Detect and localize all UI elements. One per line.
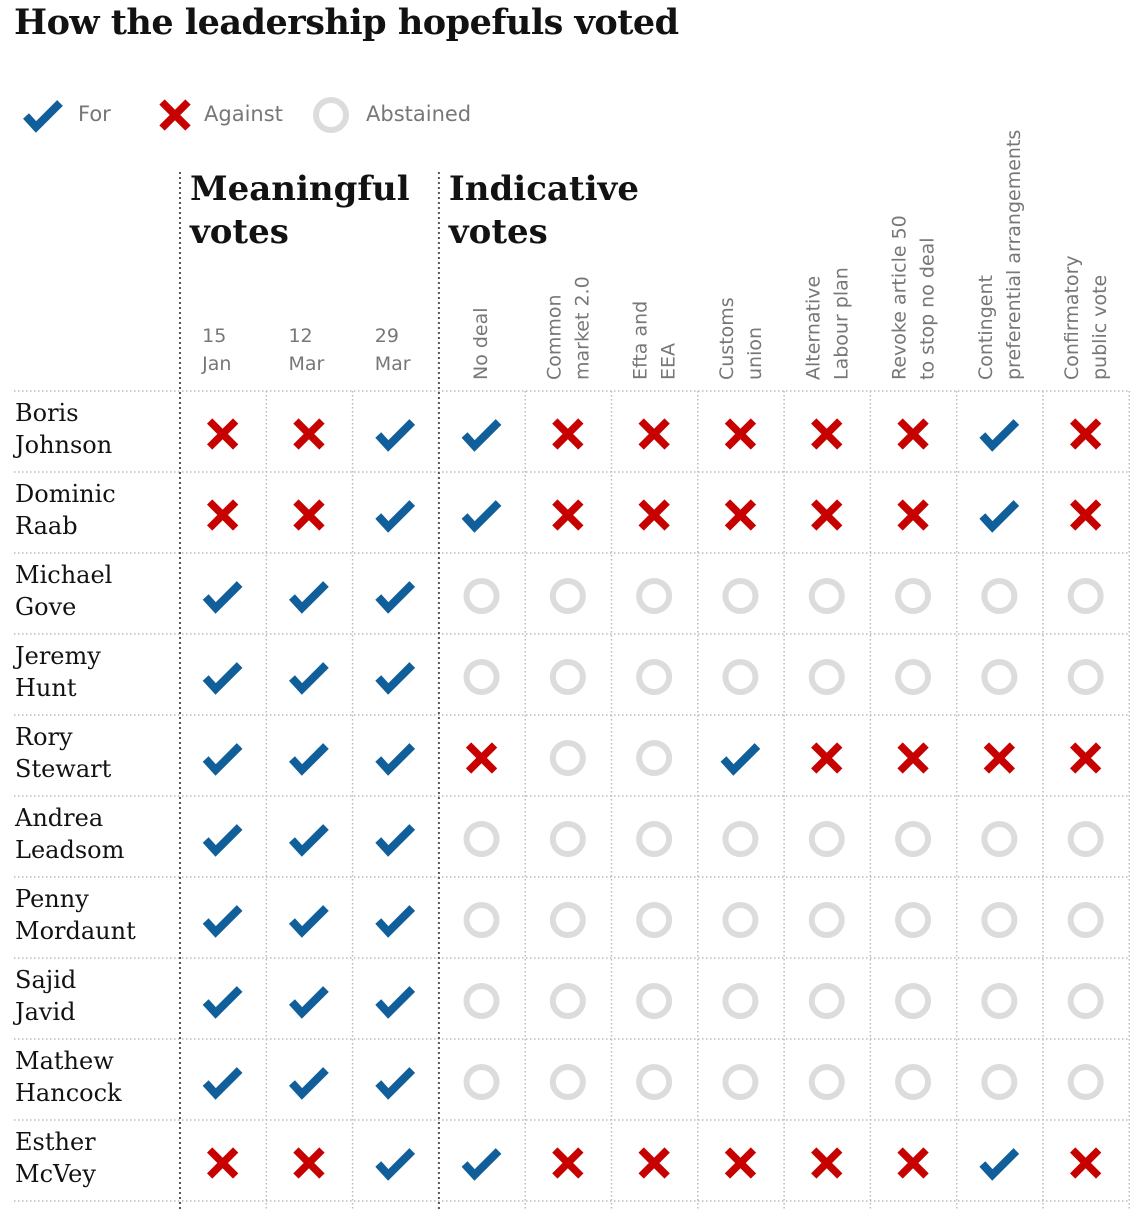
- against-cross-icon: [814, 502, 840, 528]
- column-label-line: EEA: [657, 342, 680, 380]
- table-row: [12, 966, 1101, 1026]
- column-label-line: to stop no deal: [916, 237, 939, 380]
- abstained-ring-icon: [639, 581, 669, 611]
- abstained-ring-icon: [725, 824, 755, 854]
- svg-text:AlternativeLabour plan: [802, 267, 852, 380]
- column-label: [543, 276, 593, 380]
- against-cross-icon: [1073, 1150, 1099, 1176]
- column-label: [630, 301, 680, 380]
- against-cross-icon: [1073, 502, 1099, 528]
- abstained-ring-icon: [725, 986, 755, 1016]
- row-name-line: Hancock: [15, 1079, 122, 1107]
- for-check-icon: [206, 827, 240, 851]
- row-name: [15, 1047, 122, 1107]
- column-label-line: Mar: [288, 353, 325, 375]
- for-check-icon: [982, 1151, 1016, 1175]
- row-name-line: Michael: [15, 561, 113, 589]
- abstained-ring-icon: [725, 662, 755, 692]
- against-cross-icon: [555, 1150, 581, 1176]
- column-label-line: public vote: [1089, 274, 1112, 380]
- abstained-ring-icon: [725, 581, 755, 611]
- group-heading-line: Meaningful: [190, 169, 410, 209]
- abstained-ring-icon: [1071, 824, 1101, 854]
- abstained-ring-icon: [812, 905, 842, 935]
- against-cross-icon: [814, 421, 840, 447]
- column-label-line: Confirmatory: [1061, 255, 1084, 380]
- column-label: [201, 325, 231, 375]
- against-cross-icon: [641, 502, 667, 528]
- column-label: [470, 307, 492, 380]
- column-label-line: market 2.0: [571, 276, 594, 380]
- table-row: [15, 1047, 1101, 1107]
- abstained-ring-icon: [553, 824, 583, 854]
- for-check-icon: [292, 665, 326, 689]
- against-cross-icon: [900, 745, 926, 771]
- against-cross-icon: [210, 421, 236, 447]
- for-check-icon: [206, 1070, 240, 1094]
- row-name-line: Penny: [15, 885, 89, 913]
- against-cross-icon: [296, 421, 322, 447]
- row-name-line: Sajid: [15, 966, 77, 994]
- for-check-icon: [723, 746, 757, 770]
- abstained-ring-icon: [1071, 581, 1101, 611]
- against-cross-icon: [727, 421, 753, 447]
- table-row: [15, 723, 1099, 783]
- for-check-icon: [982, 503, 1016, 527]
- abstained-ring-icon: [553, 581, 583, 611]
- svg-text:Customsunion: [716, 297, 766, 380]
- against-cross-icon: [555, 421, 581, 447]
- against-cross-icon: [900, 1150, 926, 1176]
- row-name-line: Mathew: [15, 1047, 114, 1075]
- abstained-ring-icon: [984, 905, 1014, 935]
- against-cross-icon: [900, 502, 926, 528]
- legend-label-against: Against: [204, 102, 283, 126]
- svg-text:Confirmatorypublic vote: [1061, 255, 1111, 380]
- row-name-line: Gove: [15, 593, 77, 621]
- row-name-line: Esther: [15, 1128, 96, 1156]
- row-name-line: McVey: [15, 1160, 96, 1188]
- column-label: [975, 130, 1025, 380]
- for-check-icon: [292, 908, 326, 932]
- for-check-icon: [206, 584, 240, 608]
- svg-text:Contingentpreferential arrange: [975, 130, 1025, 380]
- table-row: [15, 1128, 1099, 1188]
- table-row: [12, 399, 1099, 459]
- row-name: [14, 804, 125, 864]
- column-label-line: union: [743, 326, 766, 380]
- against-cross-icon: [469, 745, 495, 771]
- abstained-ring-icon: [898, 1067, 928, 1097]
- abstained-ring-icon: [725, 1067, 755, 1097]
- against-cross-icon: [727, 1150, 753, 1176]
- abstained-ring-icon: [1071, 662, 1101, 692]
- group-heading-line: Indicative: [448, 169, 639, 209]
- against-cross-icon: [1073, 745, 1099, 771]
- for-check-icon: [292, 746, 326, 770]
- column-label-line: Labour plan: [830, 267, 853, 380]
- abstained-ring-icon: [639, 986, 669, 1016]
- against-cross-icon: [555, 502, 581, 528]
- row-name-line: Jeremy: [15, 642, 101, 670]
- abstained-ring-icon: [639, 905, 669, 935]
- group-heading: [448, 169, 639, 252]
- row-name: [15, 885, 136, 945]
- against-cross-icon: [641, 421, 667, 447]
- abstained-ring-icon: [467, 581, 497, 611]
- abstained-ring-icon: [467, 824, 497, 854]
- table-row: [15, 480, 1099, 540]
- column-label: [802, 267, 852, 380]
- for-check-icon: [378, 665, 412, 689]
- column-label-line: Revoke article 50: [888, 215, 911, 380]
- for-check-icon: [378, 746, 412, 770]
- abstained-ring-icon: [639, 662, 669, 692]
- abstained-ring-icon: [984, 581, 1014, 611]
- against-cross-icon: [210, 502, 236, 528]
- column-label-line: Customs: [715, 297, 738, 380]
- svg-text:No deal: [470, 307, 492, 380]
- abstained-ring-icon: [812, 662, 842, 692]
- for-check-icon: [292, 584, 326, 608]
- for-check-icon: [378, 422, 412, 446]
- row-name-line: Mordaunt: [15, 917, 136, 945]
- for-check-icon: [378, 827, 412, 851]
- row-name: [15, 1128, 96, 1188]
- row-name-line: Johnson: [15, 431, 113, 459]
- abstained-ring-icon: [984, 662, 1014, 692]
- column-label-line: Alternative: [802, 275, 825, 380]
- abstained-ring-icon: [553, 986, 583, 1016]
- table-row: [12, 642, 1101, 702]
- for-check-icon: [378, 908, 412, 932]
- for-check-icon: [292, 1070, 326, 1094]
- group-heading-line: votes: [448, 212, 548, 252]
- abstained-ring-icon: [812, 581, 842, 611]
- abstained-ring-icon: [467, 986, 497, 1016]
- abstained-ring-icon: [984, 986, 1014, 1016]
- row-name-line: Andrea: [15, 804, 104, 832]
- column-label-line: 29: [374, 325, 399, 347]
- for-check-icon: [206, 665, 240, 689]
- abstained-ring-icon: [898, 986, 928, 1016]
- row-name-line: Raab: [15, 512, 78, 540]
- table-row: [15, 885, 1101, 945]
- for-check-icon: [292, 989, 326, 1013]
- row-name-line: Boris: [15, 399, 79, 427]
- row-name: [12, 966, 76, 1026]
- abstained-ring-icon: [639, 743, 669, 773]
- for-check-icon: [206, 746, 240, 770]
- for-check-icon: [465, 422, 499, 446]
- svg-text:Efta andEEA: [630, 301, 680, 380]
- abstained-ring-icon: [812, 824, 842, 854]
- against-cross-icon: [814, 745, 840, 771]
- abstained-ring-icon: [898, 662, 928, 692]
- column-label-line: Contingent: [974, 275, 997, 380]
- abstained-ring-icon: [812, 1067, 842, 1097]
- for-check-icon: [378, 503, 412, 527]
- against-cross-icon: [641, 1150, 667, 1176]
- against-cross-icon: [296, 1150, 322, 1176]
- for-check-icon: [206, 908, 240, 932]
- abstained-ring-icon: [1071, 905, 1101, 935]
- for-check-icon: [465, 503, 499, 527]
- against-cross-icon: [1073, 421, 1099, 447]
- row-name-line: Hunt: [15, 674, 77, 702]
- abstained-ring-icon: [553, 905, 583, 935]
- table-row: [14, 804, 1101, 864]
- for-check-icon: [465, 1151, 499, 1175]
- row-name-line: Leadsom: [15, 836, 125, 864]
- column-label-line: Jan: [202, 353, 232, 375]
- column-label-line: preferential arrangements: [1002, 129, 1025, 380]
- column-label-line: Common: [543, 294, 566, 380]
- group-heading: [189, 169, 410, 252]
- row-name: [12, 642, 101, 702]
- column-label: [375, 325, 411, 375]
- row-name-line: Dominic: [15, 480, 116, 508]
- row-name: [15, 561, 112, 621]
- legend-label-abstained: Abstained: [366, 102, 472, 126]
- row-name: [15, 480, 116, 540]
- abstained-ring-icon: [467, 905, 497, 935]
- against-cross-icon: [296, 502, 322, 528]
- against-cross-icon: [210, 1150, 236, 1176]
- row-name-line: Rory: [15, 723, 73, 751]
- abstained-ring-icon: [553, 1067, 583, 1097]
- row-name-line: Stewart: [15, 755, 112, 783]
- column-label-line: Mar: [374, 353, 411, 375]
- for-check-icon: [378, 989, 412, 1013]
- row-name: [15, 723, 112, 783]
- abstained-ring-icon: [639, 824, 669, 854]
- abstained-ring-icon: [1071, 986, 1101, 1016]
- column-label: [1061, 255, 1111, 380]
- column-label-line: 12: [288, 325, 313, 347]
- for-check-icon: [378, 1151, 412, 1175]
- against-cross-icon: [900, 421, 926, 447]
- column-label-line: 15: [202, 325, 227, 347]
- abstained-ring-icon: [1071, 1067, 1101, 1097]
- row-name: [12, 399, 112, 459]
- abstained-ring-icon: [467, 1067, 497, 1097]
- against-cross-icon: [727, 502, 753, 528]
- svg-text:Commonmarket 2.0: [543, 276, 593, 380]
- for-check-icon: [982, 422, 1016, 446]
- column-label: [889, 215, 939, 380]
- svg-text:Revoke article 50to stop no de: [889, 215, 939, 380]
- column-label-line: No deal: [470, 307, 493, 380]
- abstained-ring-icon: [898, 824, 928, 854]
- abstained-ring-icon: [984, 1067, 1014, 1097]
- group-heading-line: votes: [190, 212, 289, 252]
- column-label: [716, 297, 766, 380]
- against-cross-icon: [986, 745, 1012, 771]
- abstained-ring-icon: [725, 905, 755, 935]
- abstained-ring-icon: [553, 743, 583, 773]
- column-label-line: Efta and: [629, 300, 652, 380]
- abstained-ring-icon: [553, 662, 583, 692]
- column-label: [288, 325, 324, 375]
- for-check-icon: [206, 989, 240, 1013]
- abstained-ring-icon: [898, 581, 928, 611]
- for-check-icon: [292, 827, 326, 851]
- chart-title: How the leadership hopefuls voted: [14, 2, 679, 43]
- abstained-ring-icon: [812, 986, 842, 1016]
- against-cross-icon: [814, 1150, 840, 1176]
- abstained-ring-icon: [467, 662, 497, 692]
- abstained-ring-icon: [984, 824, 1014, 854]
- abstained-ring-icon: [639, 1067, 669, 1097]
- legend-label-for: For: [78, 102, 111, 126]
- for-check-icon: [378, 1070, 412, 1094]
- for-check-icon: [378, 584, 412, 608]
- row-name-line: Javid: [15, 998, 76, 1026]
- abstained-ring-icon: [898, 905, 928, 935]
- table-row: [15, 561, 1101, 621]
